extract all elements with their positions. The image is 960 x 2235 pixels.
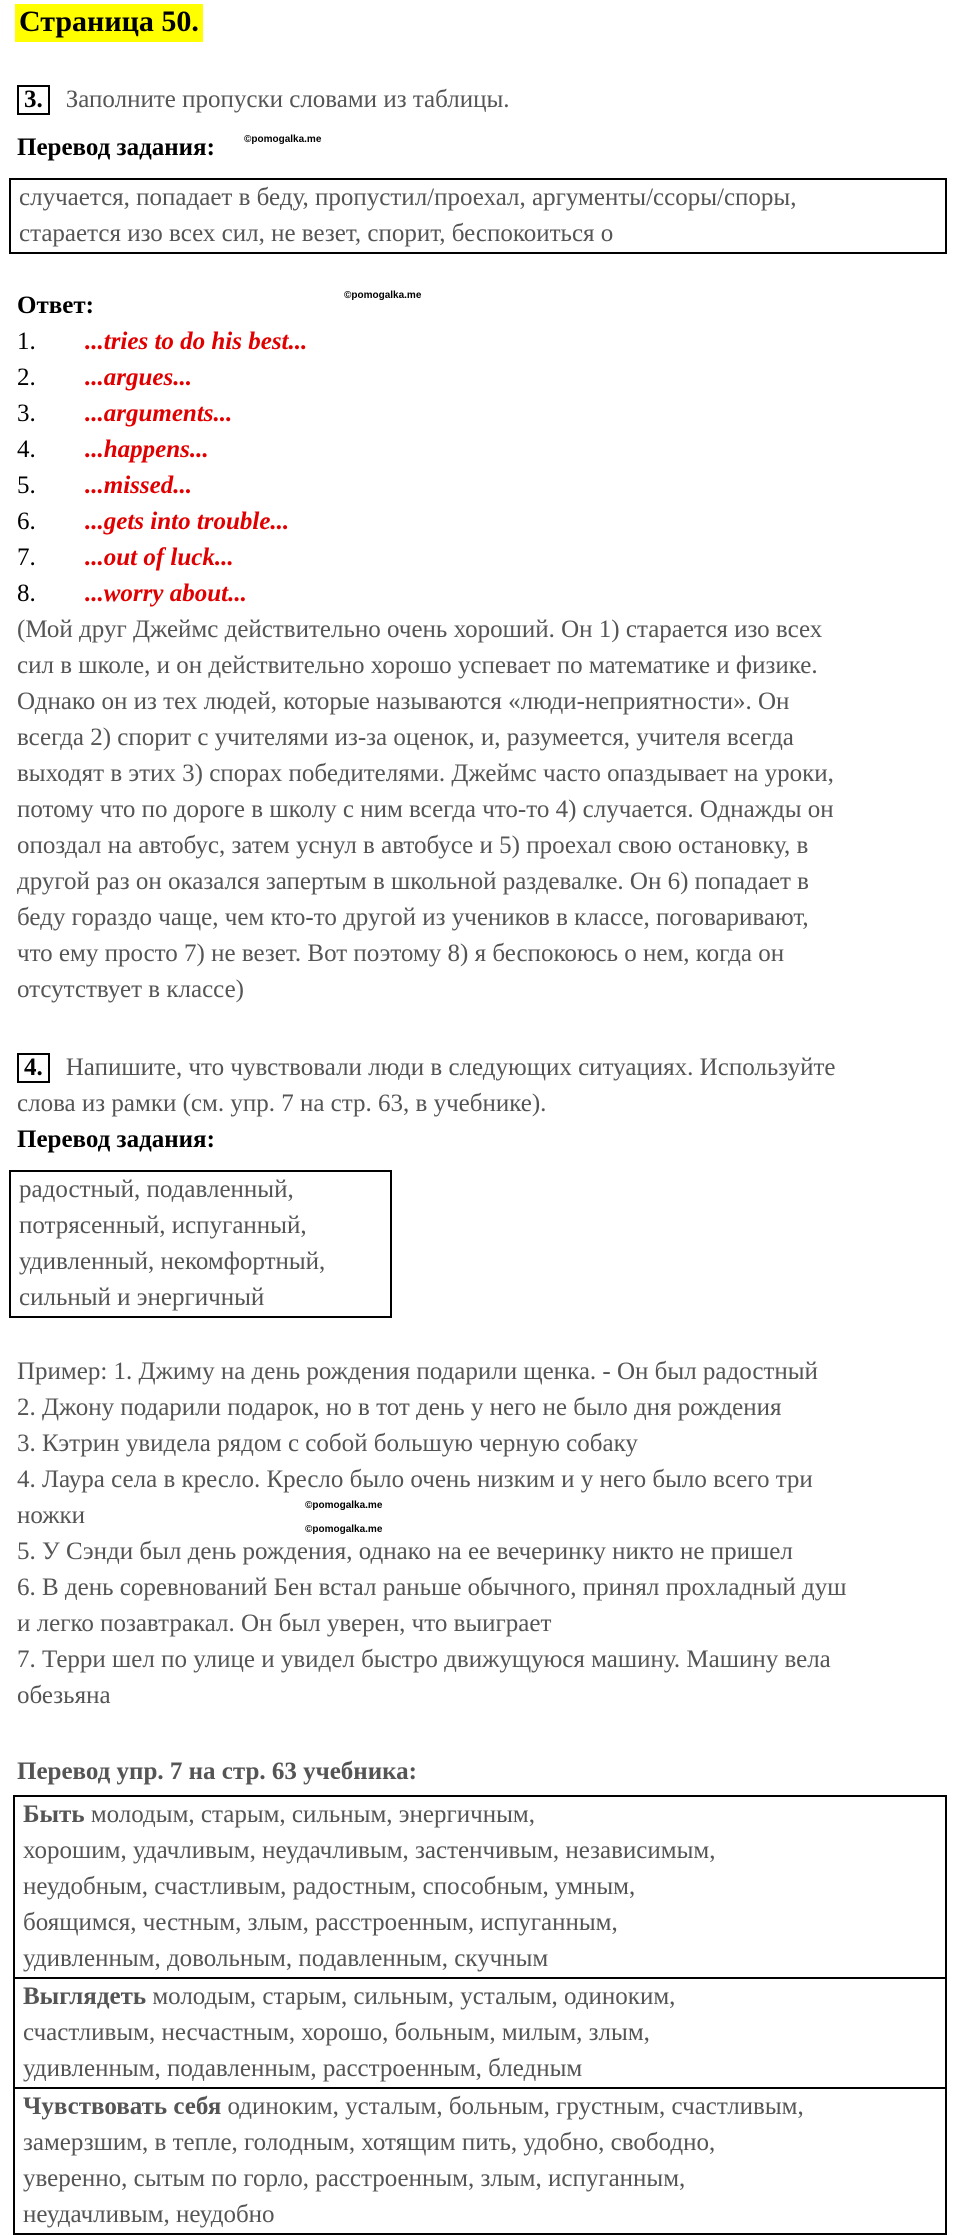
task3-translation-text: (Мой друг Джеймс действительно очень хороший. Он 1) старается изо всех сил в школе, и он действительно хорошо успевает по математике и физике. Однако он из тех людей, которые называются «люди-неприятности». Он всегда 2) спорит с учителями из-за оценок, и, разумеется, учителя всегда выходят в этих 3) спорах победителями. Джеймс часто опаздывает на уроки, потому что по дороге в школу с ним всегда что-то 4) случается. Однажды он опоздал на автобус, затем уснул в автобусе и 5) проехал свою остановку, в другой раз он оказался запертым в школьной раздевалке. Он 6) попадает в беду гораздо чаще, чем кто-то другой из учеников в классе, поговаривают, что ему просто 7) не везет. Вот поэтому 8) я беспокоюсь о нем, когда он отсутствует в классе) (17, 616, 834, 1003)
answer-label: Ответ: (17, 292, 94, 319)
page-title: Страница 50. (15, 4, 203, 42)
answer-item: 6. ...gets into trouble... (17, 508, 290, 535)
answer-list (17, 324, 307, 612)
task3-translation-label: Перевод задания: (17, 134, 215, 161)
task4-word-box: радостный, подавленный, потрясенный, испуганный, удивленный, некомфортный, сильный и энергичный (9, 1170, 392, 1318)
answer-item: 8. ...worry about... (17, 580, 247, 607)
task4-translation-label: Перевод задания: (17, 1126, 215, 1153)
answer-item: 7. ...out of luck... (17, 544, 234, 571)
task3-word-box (9, 178, 947, 254)
watermark: ©pomogalka.me (344, 290, 422, 301)
vocab-cell-byt: Быть молодым, старым, сильным, энергичным, хорошим, удачливым, неудачливым, застенчивым, независимым, неудобным, счастливым, радостным, способным, умным, боящимся, честным, злым, расстроенным, испуганным, удивленным, довольным, подавленным, скучным (23, 1801, 716, 1972)
answer-item: 2. ...argues... (17, 364, 192, 391)
task4-examples: Пример: 1. Джиму на день рождения подарили щенка. - Он был радостный 2. Джону подарили подарок, но в тот день у него не было дня рождения 3. Кэтрин увидела рядом с собой большую черную собаку 4. Лаура села в кресло. Кресло было очень низким и у него было всего три ножки 5. У Сэнди был день рождения, однако на ее вечеринку никто не пришел 6. В день соревнований Бен встал раньше обычного, принял прохладный душ и легко позавтракал. Он был уверен, что выиграет 7. Терри шел по улице и увидел быстро движущуюся машину. Машину вела обезьяна (17, 1358, 847, 1709)
task3-box-line: старается изо всех сил, не везет, спорит, беспокоиться о (19, 220, 614, 247)
task4-header (17, 1050, 836, 1086)
answer-item: 3. ...arguments... (17, 400, 233, 427)
watermark: ©pomogalka.me (305, 1500, 383, 1511)
answer-item: 1. ...tries to do his best... (17, 328, 308, 355)
task4-instruction-line2: слова из рамки (см. упр. 7 на стр. 63, в учебнике). (17, 1090, 547, 1117)
vocab-cell-chuvstvovat: Чувствовать себя одиноким, усталым, больным, грустным, счастливым, замерзшим, в тепле, голодным, хотящим пить, удобно, свободно, уверенно, сытым по горло, расстроенным, злым, испуганным, неудачливым, неудобно (15, 2087, 945, 2233)
task4-number: 4. (17, 1053, 50, 1083)
watermark: ©pomogalka.me (244, 134, 322, 145)
vocab-cell-vyglyadet: Выглядеть молодым, старым, сильным, усталым, одиноким, счастливым, несчастным, хорошо, больным, милым, злым, удивленным, подавленным, расстроенным, бледным (15, 1977, 945, 2087)
task3-number: 3. (17, 85, 50, 115)
answer-item: 5. ...missed... (17, 472, 192, 499)
task3-header (17, 82, 510, 118)
vocab-label: Перевод упр. 7 на стр. 63 учебника: (17, 1758, 417, 1785)
task3-instruction: Заполните пропуски словами из таблицы. (65, 86, 510, 113)
task4-instruction: Напишите, что чувствовали люди в следующих ситуациях. Используйте (65, 1054, 836, 1081)
task3-box-line: случается, попадает в беду, пропустил/проехал, аргументы/ссоры/споры, (19, 184, 797, 211)
vocab-table (13, 1795, 947, 2235)
answer-item: 4. ...happens... (17, 436, 209, 463)
watermark: ©pomogalka.me (305, 1524, 383, 1535)
